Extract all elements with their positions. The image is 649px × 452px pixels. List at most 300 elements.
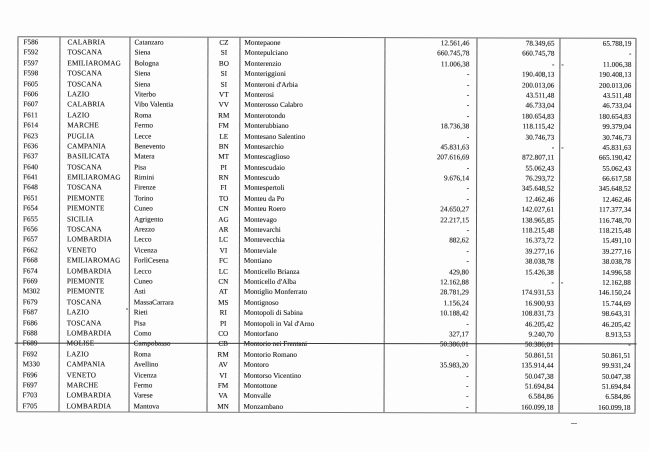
cell-col2 [477, 49, 560, 60]
cell-col1 [385, 173, 477, 184]
cell-region-text: MARCHE [67, 121, 99, 130]
cell-abbr-text: PI [220, 319, 227, 328]
cell-municipality [240, 401, 385, 412]
cell-col2 [477, 184, 560, 195]
cell-region-text: EMILIAROMAG [67, 173, 121, 182]
cell-province [130, 204, 208, 215]
cell-col3 [560, 278, 636, 289]
cell-municipality-text: Monterubbiano [244, 121, 289, 131]
cell-province [130, 141, 208, 152]
cell-municipality [240, 142, 385, 153]
cell-col1 [385, 163, 477, 174]
cell-municipality [240, 121, 385, 132]
cell-province [130, 162, 208, 173]
cell-municipality-text: Montiglio Monferrato [243, 288, 308, 297]
cell-col3-text: 45.831,63 [602, 143, 632, 152]
cell-col3 [560, 111, 636, 122]
cell-province [130, 152, 208, 163]
cell-col3 [560, 80, 636, 91]
cell-abbr-text: BN [218, 142, 229, 151]
cell-region-text: LAZIO [66, 350, 89, 359]
cell-code [17, 255, 60, 266]
cell-province-text: Siena [134, 80, 151, 89]
cell-col3 [560, 402, 636, 413]
cell-col1-text: 9.676,14 [443, 174, 470, 183]
cell-col3 [560, 184, 636, 195]
cell-col1 [385, 152, 477, 163]
cell-municipality-text: Monteriggioni [244, 69, 286, 79]
scan-artifact-dash: - [560, 278, 564, 287]
cell-abbr-text: AR [218, 225, 229, 234]
cell-col2-text: 142.027,61 [521, 205, 555, 214]
scan-artifact-dash: - [561, 143, 564, 152]
cell-col3 [560, 205, 636, 216]
cell-province [130, 380, 208, 391]
cell-col1 [385, 38, 477, 49]
cell-municipality-text: Montopoli in Val d'Arno [243, 319, 315, 328]
cell-code-text: F648 [23, 183, 38, 192]
cell-col1-text: 207.616,69 [436, 153, 470, 162]
cell-municipality-text: Montescaglioso [244, 153, 290, 162]
cell-municipality [240, 277, 385, 288]
cell-col1-text: - [466, 319, 469, 328]
cell-province [130, 110, 208, 121]
cell-province-text: Agrigento [134, 215, 164, 224]
cell-municipality-text: Monteu Roero [244, 205, 286, 214]
cell-col2-text: - [551, 278, 554, 287]
cell-abbr [208, 318, 240, 328]
cell-municipality-text: Montepulciano [244, 49, 288, 58]
cell-col2-text: 108.831,73 [521, 309, 554, 318]
cell-region [60, 276, 130, 287]
cell-region [60, 328, 130, 339]
cell-col3 [560, 371, 636, 382]
cell-region-text: CAMPANIA [67, 142, 107, 151]
cell-region-text: TOSCANA [66, 225, 102, 234]
cell-abbr [208, 38, 240, 48]
cell-province [130, 401, 208, 412]
cell-region [60, 235, 130, 246]
cell-province-text: Como [133, 329, 152, 338]
cell-col2-text: 345.648,52 [521, 184, 555, 194]
cell-province [130, 328, 208, 339]
cell-code [17, 380, 60, 391]
cell-col1 [385, 225, 477, 236]
cell-municipality [240, 79, 385, 90]
cell-province [130, 89, 208, 100]
cell-region [60, 370, 130, 381]
cell-col3 [560, 309, 636, 320]
cell-region [60, 193, 130, 204]
cell-abbr [208, 58, 240, 68]
cell-region [60, 110, 130, 121]
cell-province-text: Catanzaro [134, 38, 164, 47]
cell-col3-text: 146.150,24 [598, 289, 631, 298]
cell-region [60, 79, 130, 90]
cell-col1 [385, 288, 477, 299]
cell-abbr [208, 401, 240, 411]
cell-col1-text: 12.162,88 [440, 278, 469, 287]
cell-code [17, 276, 60, 287]
cell-municipality-text: Montorso Vicentino [243, 371, 302, 380]
cell-region [60, 68, 130, 79]
cell-col1-text: 12.561,46 [440, 39, 470, 48]
cell-region-text: CALABRIA [67, 38, 106, 47]
cell-province-text: Mantova [133, 402, 160, 411]
cell-col3-text: 11.006,38 [602, 60, 632, 69]
cell-abbr-text: CB [218, 340, 228, 349]
cell-region [60, 339, 130, 350]
cell-code [17, 131, 60, 142]
cell-code [17, 359, 60, 370]
cell-province-text: Benevento [134, 142, 165, 151]
cell-municipality-text: Montesarchio [244, 142, 284, 151]
cell-col3 [560, 153, 636, 164]
cell-col3 [560, 246, 636, 257]
cell-col3 [560, 267, 636, 278]
cell-province-text: Siena [134, 69, 151, 78]
cell-col1-text: - [466, 392, 469, 401]
cell-province-text: Viterbo [134, 90, 156, 99]
cell-municipality-text: Montescudo [244, 173, 280, 182]
cell-region-text: TOSCANA [67, 183, 102, 192]
cell-abbr [208, 142, 240, 152]
cell-code [17, 328, 60, 339]
cell-municipality [240, 381, 385, 392]
cell-col1 [385, 308, 477, 319]
cell-abbr [208, 214, 240, 224]
cell-province [130, 297, 208, 308]
cell-col3-text: 15.744,69 [602, 299, 631, 308]
cell-col2-text: 135.914,44 [521, 361, 554, 370]
cell-code-text: F597 [23, 58, 39, 68]
cell-col2 [477, 277, 560, 288]
cell-col2 [477, 246, 560, 257]
cell-col2 [477, 101, 560, 112]
cell-code-text: M330 [22, 360, 40, 369]
cell-col1-text: 22.217,15 [440, 215, 470, 225]
cell-province-text: Roma [134, 111, 152, 120]
cell-region-text: TOSCANA [66, 298, 102, 307]
cell-col1-text: - [466, 132, 470, 141]
cell-code [17, 224, 60, 235]
cell-province [130, 48, 208, 59]
cell-abbr [208, 204, 240, 214]
cell-code-text: F607 [23, 100, 39, 109]
cell-region [60, 120, 130, 131]
cell-col3-text: 118.215,48 [598, 226, 631, 235]
cell-region-text: TOSCANA [67, 69, 103, 78]
cell-abbr-text: SI [220, 80, 228, 89]
cell-col1 [385, 69, 477, 80]
cell-col1 [385, 319, 477, 330]
cell-municipality-text: Monticello d'Alba [243, 277, 297, 286]
cell-region-text: PUGLIA [67, 131, 95, 140]
cell-col3-text: 65.788,19 [602, 39, 632, 48]
cell-col3-text: 99.931,24 [601, 361, 631, 370]
cell-abbr-text: AG [218, 215, 229, 224]
cell-col3 [560, 236, 636, 247]
cell-col1 [385, 246, 477, 257]
cell-abbr [208, 391, 240, 401]
cell-abbr-text: LC [218, 236, 229, 245]
cell-municipality-text: Montiano [243, 256, 272, 266]
cell-col1 [385, 142, 477, 153]
cell-municipality-text: Montignoso [243, 298, 279, 307]
cell-province-text: Cuneo [133, 277, 153, 286]
cell-abbr-text: AV [218, 360, 228, 369]
cell-province-text: Avellino [133, 360, 159, 369]
cell-province-text: Bologna [134, 59, 159, 68]
cell-region [60, 89, 130, 100]
cell-province [130, 173, 208, 184]
cell-province [130, 58, 208, 69]
cell-col2 [477, 225, 560, 236]
cell-col1-text: - [466, 70, 470, 79]
cell-col1 [385, 121, 477, 132]
table-row [17, 401, 636, 413]
cell-col3-text: 98.643,31 [602, 309, 631, 318]
cell-code [17, 307, 60, 318]
cell-col2 [477, 173, 560, 184]
cell-col1 [385, 184, 477, 195]
cell-col1-text: - [466, 91, 470, 100]
cell-municipality [240, 59, 385, 70]
cell-province [130, 287, 208, 298]
cell-province [130, 266, 208, 277]
cell-region [60, 391, 130, 402]
cell-municipality-text: Montesano Salentino [244, 132, 306, 141]
cell-col2 [477, 122, 560, 133]
cell-col2-text: 660.745,78 [522, 49, 555, 58]
cell-abbr-text: SI [220, 69, 228, 78]
cell-abbr-text: MN [217, 402, 229, 411]
cell-region-text: PIEMONTE [67, 194, 105, 203]
cell-code-text: F640 [23, 162, 38, 171]
cell-municipality [240, 266, 385, 277]
cell-col1 [385, 100, 477, 111]
cell-col2 [477, 361, 560, 372]
cell-municipality-text: Monteroni d'Arbia [244, 80, 298, 89]
cell-region-text: CAMPANIA [66, 360, 106, 369]
cell-col1-text: 10.188,42 [440, 309, 469, 318]
cell-abbr-text: CN [218, 277, 229, 286]
cell-province-text: Siena [134, 48, 151, 57]
cell-col3 [560, 382, 636, 393]
cell-abbr [208, 266, 240, 276]
cell-col3 [560, 59, 636, 70]
cell-col3-text: 39.277,16 [602, 247, 631, 256]
cell-col3 [560, 70, 636, 81]
cell-code-text: F688 [22, 329, 38, 338]
cell-region [60, 266, 130, 277]
cell-col2 [477, 350, 560, 361]
cell-abbr [208, 152, 240, 162]
cell-col2 [477, 163, 560, 174]
cell-col3-text: 43.511,48 [602, 91, 632, 100]
cell-code-text: F637 [23, 152, 38, 161]
cell-abbr [208, 162, 240, 172]
cell-col3-text: 116.748,70 [598, 216, 632, 225]
cell-col3-text: 180.654,83 [598, 112, 632, 121]
cell-municipality [240, 370, 385, 381]
cell-municipality-text: Monzambano [243, 402, 284, 411]
cell-province-text: Roma [133, 350, 151, 359]
cell-province [130, 183, 208, 194]
cell-abbr [208, 329, 240, 339]
cell-abbr [208, 360, 240, 370]
cell-col1-text: - [466, 351, 469, 360]
cell-col3-text: 38.038,78 [602, 257, 631, 267]
cell-col1-text: - [466, 101, 470, 110]
cell-col2 [477, 111, 560, 122]
cell-region [60, 141, 130, 152]
cell-code-text: F656 [22, 225, 38, 234]
cell-region-text: PIEMONTE [67, 204, 105, 213]
cell-municipality [240, 329, 385, 340]
cell-abbr-text: FM [217, 381, 229, 390]
cell-municipality [240, 246, 385, 257]
cell-abbr [208, 225, 240, 235]
cell-col3-text: 12.162,88 [602, 278, 631, 287]
cell-code [17, 203, 60, 214]
cell-col3 [560, 194, 636, 205]
cell-code [17, 37, 60, 48]
cell-municipality [240, 38, 385, 49]
cell-abbr [208, 69, 240, 79]
cell-province-text: Fermo [134, 121, 154, 130]
cell-region [60, 162, 130, 173]
cell-abbr [208, 308, 240, 318]
cell-region [60, 256, 130, 267]
cell-col1-text: - [466, 382, 469, 391]
cell-province [130, 391, 208, 402]
cell-col2 [477, 392, 560, 403]
cell-col2 [477, 236, 560, 247]
cell-col1 [385, 59, 477, 70]
cell-municipality [240, 308, 385, 319]
cell-code-text: F614 [23, 121, 39, 130]
cell-province-text: Vicenza [133, 370, 157, 380]
cell-col2-text: 180.654,83 [521, 112, 555, 121]
cell-col2-text: 872.807,11 [522, 153, 555, 162]
cell-col3 [560, 257, 636, 268]
cell-col3 [560, 319, 636, 330]
cell-col2-text: 30.746,73 [525, 133, 555, 142]
cell-municipality [240, 48, 385, 59]
cell-col1-text: - [466, 80, 470, 89]
cell-code-text: F679 [22, 297, 38, 307]
cell-abbr [208, 121, 240, 131]
cell-col3 [560, 215, 636, 226]
cell-code [17, 172, 60, 183]
cell-col2-text: 190.408,13 [522, 70, 555, 79]
cell-region [60, 48, 130, 59]
cell-province-text: Campobasso [133, 339, 171, 348]
cell-col2-text: 174.931,53 [521, 288, 554, 297]
cell-abbr [208, 277, 240, 287]
cell-col2 [477, 340, 560, 351]
cell-code-text: F657 [22, 235, 38, 244]
cell-col1 [385, 215, 477, 226]
cell-col3-text: 30.746,73 [602, 133, 632, 142]
cell-municipality [240, 204, 385, 215]
cell-col2 [477, 298, 560, 309]
cell-col2-text: 38.038,78 [525, 257, 554, 266]
cell-abbr [208, 79, 240, 89]
cell-region-text: PIEMONTE [66, 287, 105, 296]
cell-region [60, 359, 130, 370]
cell-code-text: F668 [22, 256, 38, 265]
cell-province [130, 318, 208, 329]
cell-col2 [477, 402, 560, 413]
cell-col3 [560, 340, 636, 351]
cell-region [60, 172, 130, 183]
cell-code [17, 349, 60, 360]
cell-col1-text: 18.736,38 [440, 122, 470, 131]
cell-col2-text: 50.386,01 [524, 340, 554, 349]
cell-code-text: F687 [22, 308, 38, 317]
cell-code [17, 245, 60, 256]
cell-region [60, 380, 130, 391]
cell-col2 [477, 329, 560, 340]
cell-abbr [208, 287, 240, 297]
cell-code [17, 318, 60, 329]
cell-col3 [560, 330, 636, 341]
cell-code-text: F662 [22, 246, 38, 255]
cell-abbr [208, 297, 240, 307]
cell-col2-text: 118.215,48 [521, 226, 554, 235]
cell-col2 [477, 381, 560, 392]
cell-col3 [560, 361, 636, 372]
cell-municipality-text: Montorio nei Frentani [243, 340, 308, 349]
cell-region [60, 204, 130, 215]
cell-municipality [240, 69, 385, 80]
cell-region [60, 287, 130, 298]
cell-abbr-text: CN [218, 204, 229, 213]
cell-col1-text: - [466, 257, 469, 266]
cell-region-text: LOMBARDIA [66, 235, 112, 244]
cell-col3-text: 46.733,04 [602, 102, 632, 111]
cell-province [130, 79, 208, 90]
cell-col3-text: - [629, 50, 632, 59]
cell-code-text: M302 [22, 287, 41, 296]
cell-province [130, 214, 208, 225]
cell-region-text: PIEMONTE [66, 277, 105, 286]
cell-code [17, 68, 60, 79]
cell-municipality-text: Monterenzio [244, 59, 282, 68]
cell-code-text: F674 [22, 266, 38, 275]
cell-col3-text: 46.205,42 [601, 320, 631, 329]
cell-col2-text: 78.349,65 [525, 39, 555, 48]
cell-abbr-text: FM [218, 121, 229, 130]
cell-col2 [477, 90, 560, 101]
cell-col2-text: 50.861,51 [524, 351, 554, 360]
cell-col3-text: 117.377,34 [598, 205, 632, 215]
cell-col3 [560, 91, 636, 102]
cell-col1-text: 28.781,29 [440, 288, 469, 297]
cell-municipality [240, 318, 385, 329]
cell-col1-text: - [466, 371, 469, 380]
cell-col3-text: 6.584,86 [605, 393, 631, 402]
cell-municipality-text: Monticello Brianza [243, 267, 300, 276]
cell-code [17, 401, 60, 412]
cell-col2-text: 39.277,16 [525, 247, 554, 256]
cell-province [130, 339, 208, 350]
cell-col2-text: 46.733,04 [525, 101, 555, 110]
cell-region-text: CALABRIA [67, 100, 106, 109]
cell-region-text: BASILICATA [67, 152, 111, 161]
